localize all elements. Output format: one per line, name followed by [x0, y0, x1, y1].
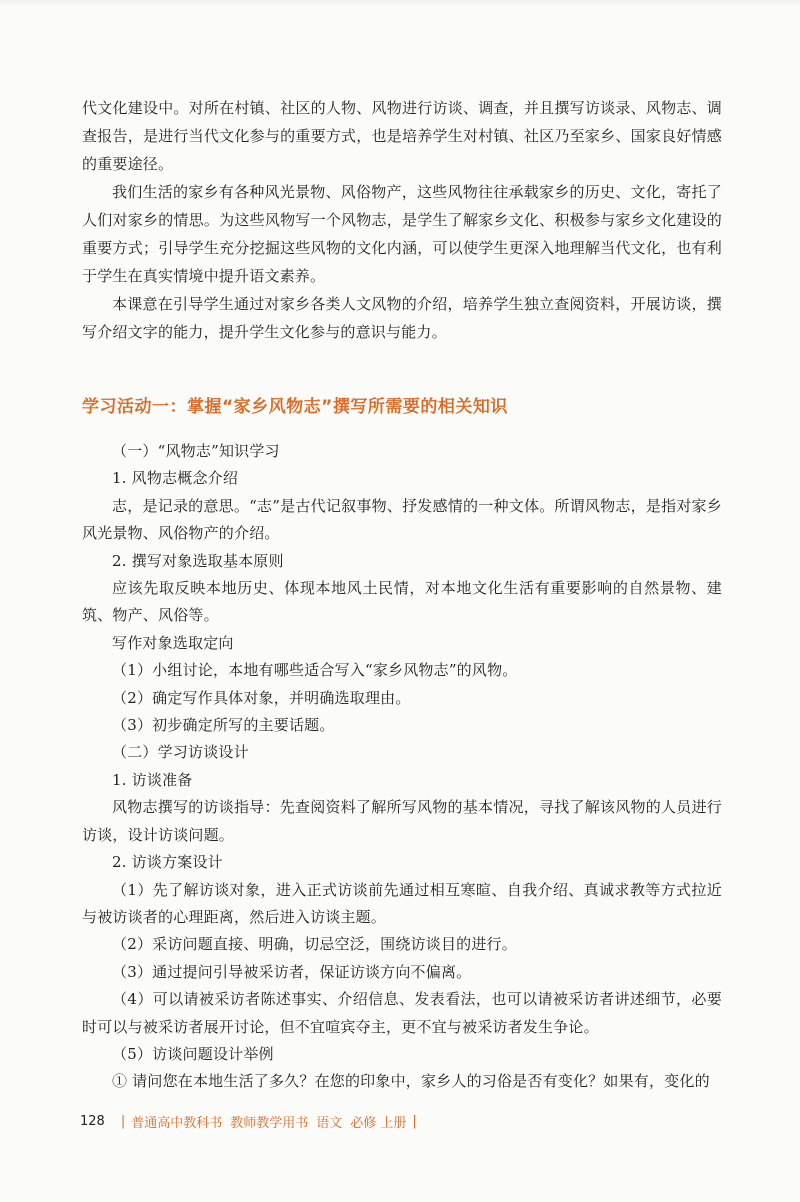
intro-paragraph-2: 我们生活的家乡有各种风光景物、风俗物产，这些风物往往承载家乡的历史、文化，寄托了人们对家乡的情思。为这些风物写一个风物志，是学生了解家乡文化、积极参与家乡文化建设的重要方式；引导学生充分挖掘这些风物的文化内涵，可以使学生更深入地理解当代文化，也有利于学生在真实情境中提升语文素养。	[82, 183, 722, 285]
footer-book: 教师教学用书	[230, 1116, 309, 1131]
section-1-1-paragraph: 志，是记录的意思。“志”是古代记叙事物、抒发感情的一种文体。所谓风物志，是指对家乡风光景物、风俗物产的介绍。	[82, 496, 722, 543]
intro-paragraph-3: 本课意在引导学生通过对家乡各类人文风物的介绍，培养学生独立查阅资料，开展访谈，撰写介绍文字的能力，提升学生文化参与的意识与能力。	[82, 295, 722, 341]
section-1-3-item-2: （2）确定写作具体对象，并明确选取理由。	[112, 688, 411, 707]
section-2-2-example-1: ① 请问您在本地生活了多久？在您的印象中，家乡人的习俗是否有变化？如果有，变化的	[112, 1072, 710, 1091]
page-number: 128	[80, 1114, 105, 1129]
section-2-title: （二）学习访谈设计	[112, 743, 249, 762]
activity-heading: 学习活动一：掌握“家乡风物志”撰写所需要的相关知识	[82, 397, 508, 417]
section-2-2-title: 2. 访谈方案设计	[112, 853, 223, 872]
footer-divider: |	[120, 1114, 126, 1129]
page-edge-shadow	[0, 0, 800, 6]
footer-divider-end: |	[412, 1114, 417, 1129]
footer-volume: 必修 上册	[350, 1116, 407, 1131]
section-2-1-paragraph: 风物志撰写的访谈指导：先查阅资料了解所写风物的基本情况，寻找了解该风物的人员进行访谈，设计访谈问题。	[82, 798, 722, 844]
section-2-2-item-3: （3）通过提问引导被采访者，保证访谈方向不偏离。	[112, 962, 472, 981]
footer-subject: 语文	[316, 1116, 343, 1131]
section-2-2-item-1: （1）先了解访谈对象，进入正式访谈前先通过相互寒暄、自我介绍、真诚求教等方式拉近与被访谈者的心理距离，然后进入访谈主题。	[82, 880, 722, 926]
section-1-1-title: 1. 风物志概念介绍	[112, 469, 239, 488]
section-2-2-item-2: （2）采访问题直接、明确，切忌空泛，围绕访谈目的进行。	[112, 935, 517, 954]
intro-text-block	[82, 94, 722, 346]
intro-paragraph-1: 代文化建设中。对所在村镇、社区的人物、风物进行访谈、调查，并且撰写访谈录、风物志、调查报告，是进行当代文化参与的重要方式，也是培养学生对村镇、社区乃至家乡、国家良好情感的重要途径。	[82, 99, 722, 173]
section-1-title: （一）“风物志”知识学习	[112, 442, 280, 460]
section-2-1-title: 1. 访谈准备	[112, 770, 193, 789]
section-1-3-title: 写作对象选取定向	[112, 633, 234, 652]
section-2-2-item-5: （5）访谈问题设计举例	[112, 1044, 274, 1063]
section-1-2-title: 2. 撰写对象选取基本原则	[112, 551, 284, 570]
footer-series: 普通高中教科书	[131, 1116, 223, 1131]
activity-text-block	[82, 438, 722, 1096]
section-2-2-item-4: （4）可以请被采访者陈述事实、介绍信息、发表看法，也可以请被采访者讲述细节，必要时可以与被采访者展开讨论，但不宜喧宾夺主，更不宜与被采访者发生争论。	[82, 990, 722, 1036]
section-1-2-paragraph: 应该先取反映本地历史、体现本地风土民情，对本地文化生活有重要影响的自然景物、建筑、物产、风俗等。	[82, 579, 722, 625]
section-1-3-item-3: （3）初步确定所写的主要话题。	[112, 716, 335, 735]
page-footer	[80, 1112, 423, 1131]
section-1-3-item-1: （1）小组讨论，本地有哪些适合写入“家乡风物志”的风物。	[112, 661, 518, 680]
